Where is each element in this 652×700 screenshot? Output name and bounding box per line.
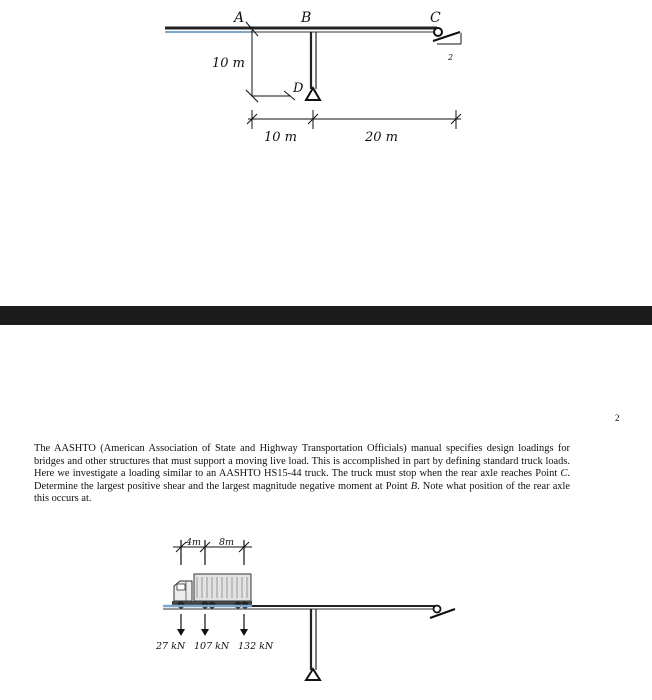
dimension-right-span: 20 m [365, 130, 399, 145]
spacing-front: 4m [186, 537, 202, 548]
spacing-rear: 8m [219, 537, 235, 548]
truck-loading-diagram [0, 525, 652, 700]
pin-support-d [306, 88, 320, 100]
label-b: B [301, 10, 312, 26]
dimension-height: 10 m [212, 56, 246, 71]
page-divider [0, 306, 652, 325]
page-number: 2 [615, 413, 620, 423]
roller-c [434, 28, 442, 36]
point-c-ref: C [560, 468, 568, 480]
label-a: A [234, 10, 245, 26]
load-middle: 107 kN [194, 641, 230, 652]
load-arrows [177, 614, 248, 636]
structure-diagram [0, 0, 652, 160]
bottom-pin-support [306, 669, 320, 680]
label-c: C [430, 10, 441, 26]
point-b-ref: B [410, 480, 418, 492]
load-front: 132 kN [238, 641, 274, 652]
slope-label: 2 [448, 53, 454, 62]
bottom-roller [434, 606, 441, 613]
load-rear: 27 kN [156, 641, 186, 652]
problem-statement: The AASHTO (American Association of State and Highway Transportation Officials) manual specifies design loadings for bridges and other structures that must support a moving live load. This is accomplished in part by defining standard truck loads. Here we investigate a loading similar to an AASHTO HS15-44 truck. The truck must stop when the rear axle reaches Point C. Determine the largest positive shear and the largest magnitude negative moment at Point B. Note what position of the rear axle this occurs at. [34, 443, 571, 505]
label-d: D [293, 81, 304, 96]
dimension-left-span: 10 m [264, 130, 298, 145]
truck-icon [172, 574, 252, 609]
